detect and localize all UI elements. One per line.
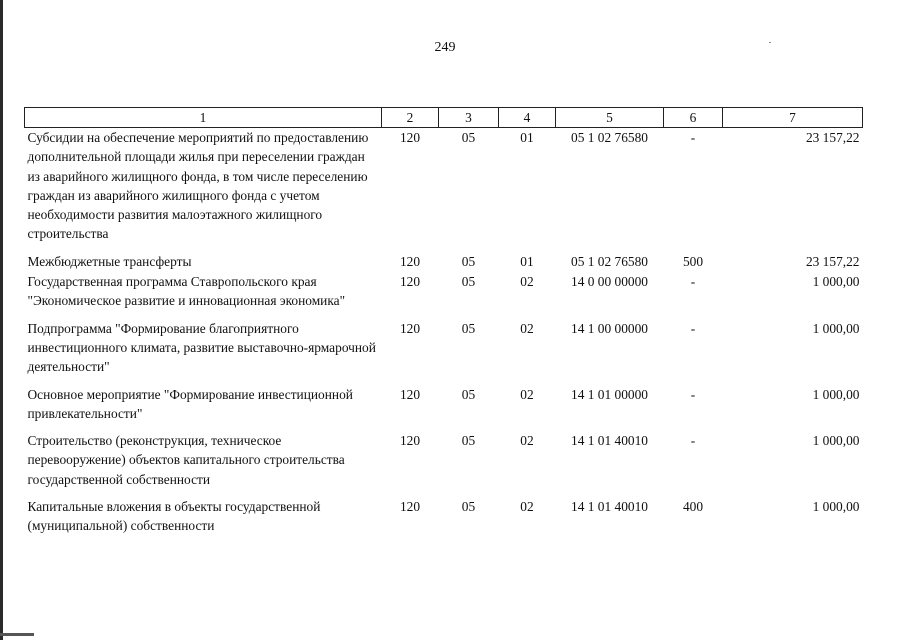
column-header-4: 4: [499, 108, 556, 128]
row-subsection-code: 02: [520, 433, 534, 449]
row-target-article-code: 14 1 01 40010: [571, 499, 648, 515]
row-ministry-code: 120: [399, 253, 421, 269]
table-row: [25, 385, 863, 432]
row-target-article-code: 05 1 02 76580: [571, 253, 648, 269]
row-ministry-code: 120: [399, 130, 421, 145]
table-row: [25, 272, 863, 319]
row-subsection-code: 02: [520, 320, 534, 336]
table-header-row: [25, 108, 863, 128]
row-amount: 1 000,00: [812, 386, 860, 402]
row-target-article-code: 14 1 00 00000: [571, 320, 648, 336]
table-row: [25, 128, 863, 252]
column-header-5: 5: [556, 108, 664, 128]
row-amount: 23 157,22: [805, 253, 860, 269]
row-subsection-code: 02: [520, 499, 534, 515]
row-expense-type-code: -: [690, 130, 696, 145]
row-ministry-code: 120: [399, 499, 421, 515]
row-amount: 1 000,00: [812, 433, 860, 449]
row-section-code: 05: [461, 499, 476, 515]
row-amount: 1 000,00: [812, 320, 860, 336]
row-section-code: 05: [461, 386, 476, 402]
row-name: Строительство (реконструкция, техническое перевооружение) объектов капитального строительства государственной собственности: [27, 433, 345, 487]
row-target-article-code: 14 0 00 00000: [571, 274, 648, 290]
row-name: Государственная программа Ставропольского края "Экономическое развитие и инновационная экономика": [27, 274, 346, 309]
row-name: Подпрограмма "Формирование благоприятного инвестиционного климата, развитие выставочно-ярмарочной деятельности": [27, 320, 376, 375]
row-name: Субсидии на обеспечение мероприятий по предоставлению дополнительной площади жилья при переселении граждан из аварийного жилищного фонда, в том числе переселению граждан из аварийного жилищного фонда с учетом необходимости развития малоэтажного жилищного строительства: [27, 130, 369, 242]
table-row: [25, 319, 863, 385]
row-name: Капитальные вложения в объекты государственной (муниципальной) собственности: [27, 499, 321, 534]
row-amount: 23 157,22: [805, 130, 860, 145]
row-expense-type-code: -: [690, 386, 696, 402]
table-row: [25, 497, 863, 537]
row-section-code: 05: [461, 253, 476, 269]
row-expense-type-code: 500: [682, 253, 704, 269]
row-section-code: 05: [461, 130, 476, 145]
column-header-6: 6: [664, 108, 723, 128]
row-amount: 1 000,00: [812, 274, 860, 290]
row-ministry-code: 120: [399, 386, 421, 402]
column-header-3: 3: [439, 108, 499, 128]
row-expense-type-code: -: [690, 320, 696, 336]
column-header-2: 2: [382, 108, 439, 128]
row-section-code: 05: [461, 274, 476, 290]
row-ministry-code: 120: [399, 274, 421, 290]
row-name: Межбюджетные трансферты: [27, 253, 192, 269]
scan-bottom-mark: [0, 633, 34, 636]
row-expense-type-code: 400: [682, 499, 704, 515]
row-expense-type-code: -: [690, 274, 696, 290]
row-subsection-code: 01: [520, 130, 534, 145]
row-section-code: 05: [461, 320, 476, 336]
table-row: [25, 252, 863, 272]
row-subsection-code: 01: [520, 253, 534, 269]
row-amount: 1 000,00: [812, 499, 860, 515]
page-number: 249: [434, 40, 456, 55]
row-name: Основное мероприятие "Формирование инвестиционной привлекательности": [27, 386, 353, 421]
row-ministry-code: 120: [399, 320, 421, 336]
row-ministry-code: 120: [399, 433, 421, 449]
row-target-article-code: 14 1 01 40010: [571, 433, 648, 449]
row-expense-type-code: -: [690, 433, 696, 449]
row-subsection-code: 02: [520, 274, 534, 290]
column-header-1: 1: [25, 108, 382, 128]
column-header-7: 7: [723, 108, 863, 128]
row-target-article-code: 05 1 02 76580: [571, 130, 648, 145]
budget-table: [24, 107, 863, 537]
row-subsection-code: 02: [520, 386, 534, 402]
row-target-article-code: 14 1 01 00000: [571, 386, 648, 402]
row-section-code: 05: [461, 433, 476, 449]
table-row: [25, 431, 863, 497]
scan-left-edge: [0, 0, 3, 640]
